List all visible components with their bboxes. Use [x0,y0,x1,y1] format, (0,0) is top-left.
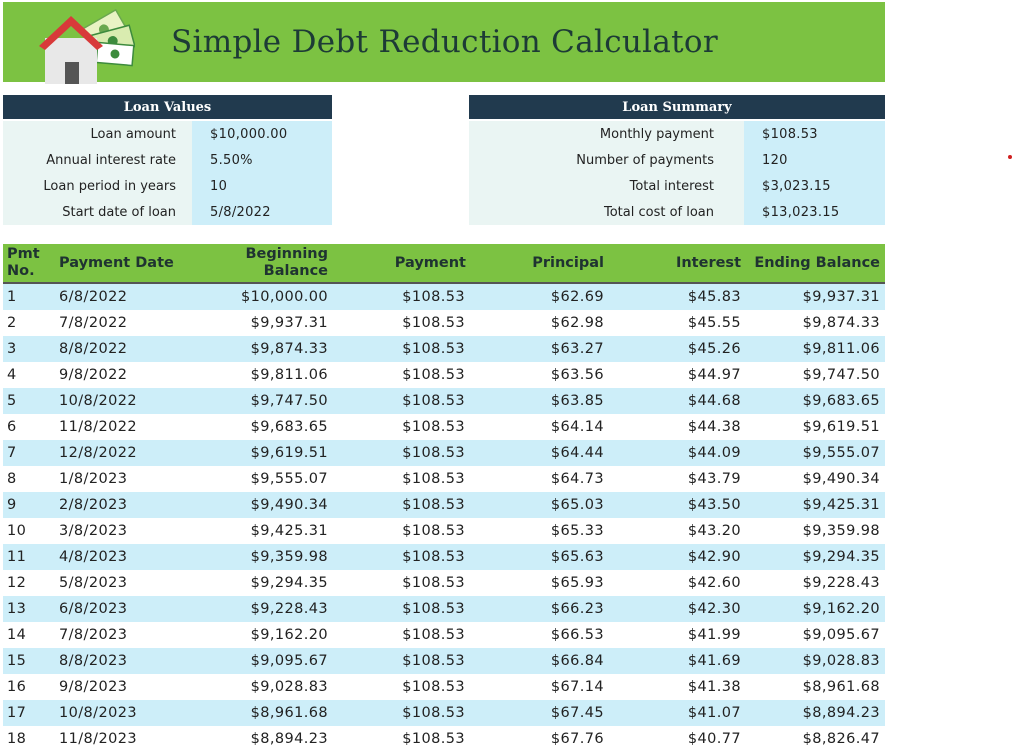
cell-ending-balance: $9,811.06 [802,341,880,357]
total-cost-row [469,199,885,225]
cell-interest: $45.26 [687,341,741,357]
cell-pmt-no: 4 [7,367,17,383]
col-header-pmt-no [7,244,47,282]
total-interest-row [469,173,885,199]
cell-interest: $41.07 [687,705,741,721]
total-interest-label: Total interest [469,173,744,199]
cell-ending-balance: $9,937.31 [802,289,880,305]
cell-pmt-no: 6 [7,419,17,435]
cell-beginning-balance: $9,294.35 [250,575,328,591]
number-of-payments-value: 120 [744,147,885,173]
table-row [3,362,885,388]
cell-ending-balance: $9,162.20 [802,601,880,617]
cell-pmt-no: 11 [7,549,27,565]
total-cost-value: $13,023.15 [744,199,885,225]
cell-ending-balance: $9,294.35 [802,549,880,565]
cell-beginning-balance: $9,228.43 [250,601,328,617]
cell-interest: $45.55 [687,315,741,331]
cell-beginning-balance: $9,359.98 [250,549,328,565]
total-cost-label: Total cost of loan [469,199,744,225]
cell-interest: $41.38 [687,679,741,695]
cell-principal: $62.98 [550,315,604,331]
col-header-payment-date: Payment Date [59,254,174,271]
schedule-table-body [3,284,885,752]
cell-beginning-balance: $9,555.07 [250,471,328,487]
cell-principal: $65.03 [550,497,604,513]
cell-payment-date: 9/8/2022 [59,367,128,383]
cell-interest: $43.79 [687,471,741,487]
loan-summary-panel [469,121,885,225]
col-header-interest: Interest [675,254,741,271]
schedule-table-header [3,244,885,284]
col-header-beginning-line2: Balance [263,263,328,279]
cell-payment-date: 10/8/2022 [59,393,137,409]
cell-payment-date: 8/8/2022 [59,341,128,357]
table-row [3,518,885,544]
monthly-payment-value: $108.53 [744,121,885,147]
cell-pmt-no: 16 [7,679,27,695]
cell-payment-date: 1/8/2023 [59,471,128,487]
cell-interest: $41.99 [687,627,741,643]
cell-payment-date: 2/8/2023 [59,497,128,513]
cell-principal: $67.14 [550,679,604,695]
red-dot-marker [1008,155,1012,159]
cell-ending-balance: $9,619.51 [802,419,880,435]
table-row [3,596,885,622]
monthly-payment-row [469,121,885,147]
col-header-principal: Principal [532,254,604,271]
cell-ending-balance: $9,228.43 [802,575,880,591]
cell-pmt-no: 8 [7,471,17,487]
cell-principal: $66.23 [550,601,604,617]
number-of-payments-label: Number of payments [469,147,744,173]
cell-principal: $63.85 [550,393,604,409]
loan-values-panel [3,121,332,225]
cell-payment: $108.53 [402,341,465,357]
col-header-pmt-no-line1: Pmt [7,246,40,262]
cell-principal: $63.56 [550,367,604,383]
cell-beginning-balance: $8,894.23 [250,731,328,747]
cell-payment: $108.53 [402,679,465,695]
cell-pmt-no: 14 [7,627,27,643]
cell-payment: $108.53 [402,653,465,669]
cell-interest: $42.90 [687,549,741,565]
col-header-ending-balance: Ending Balance [754,254,880,271]
page-title: Simple Debt Reduction Calculator [171,24,718,60]
loan-period-row [3,173,332,199]
cell-beginning-balance: $9,095.67 [250,653,328,669]
cell-beginning-balance: $9,490.34 [250,497,328,513]
cell-interest: $43.20 [687,523,741,539]
interest-rate-label: Annual interest rate [3,147,192,173]
interest-rate-row [3,147,332,173]
cell-payment-date: 6/8/2022 [59,289,128,305]
cell-ending-balance: $8,894.23 [802,705,880,721]
cell-interest: $41.69 [687,653,741,669]
table-row [3,440,885,466]
table-row [3,570,885,596]
cell-payment-date: 7/8/2022 [59,315,128,331]
cell-payment-date: 8/8/2023 [59,653,128,669]
cell-principal: $67.45 [550,705,604,721]
loan-summary-header: Loan Summary [469,95,885,119]
cell-ending-balance: $9,747.50 [802,367,880,383]
cell-ending-balance: $9,490.34 [802,471,880,487]
cell-beginning-balance: $8,961.68 [250,705,328,721]
house-money-icon [35,4,135,84]
table-row [3,492,885,518]
cell-interest: $45.83 [687,289,741,305]
cell-interest: $42.30 [687,601,741,617]
cell-pmt-no: 1 [7,289,17,305]
col-header-beginning-balance [223,244,328,282]
loan-period-label: Loan period in years [3,173,192,199]
cell-beginning-balance: $9,937.31 [250,315,328,331]
cell-principal: $65.33 [550,523,604,539]
cell-payment: $108.53 [402,367,465,383]
cell-principal: $64.73 [550,471,604,487]
cell-principal: $65.93 [550,575,604,591]
cell-payment: $108.53 [402,419,465,435]
title-banner [3,2,885,82]
cell-ending-balance: $9,425.31 [802,497,880,513]
cell-principal: $64.14 [550,419,604,435]
cell-ending-balance: $8,961.68 [802,679,880,695]
cell-payment-date: 11/8/2022 [59,419,137,435]
cell-principal: $67.76 [550,731,604,747]
table-row [3,284,885,310]
cell-principal: $66.53 [550,627,604,643]
total-interest-value: $3,023.15 [744,173,885,199]
col-header-pmt-no-line2: No. [7,263,35,279]
cell-beginning-balance: $9,683.65 [250,419,328,435]
table-row [3,466,885,492]
table-row [3,726,885,752]
cell-payment-date: 10/8/2023 [59,705,137,721]
cell-pmt-no: 13 [7,601,27,617]
table-row [3,700,885,726]
number-of-payments-row [469,147,885,173]
cell-principal: $65.63 [550,549,604,565]
cell-interest: $40.77 [687,731,741,747]
table-row [3,336,885,362]
cell-pmt-no: 15 [7,653,27,669]
table-row [3,310,885,336]
table-row [3,414,885,440]
cell-principal: $62.69 [550,289,604,305]
cell-pmt-no: 9 [7,497,17,513]
cell-payment: $108.53 [402,601,465,617]
loan-amount-value[interactable]: $10,000.00 [192,121,332,147]
cell-interest: $43.50 [687,497,741,513]
cell-payment-date: 4/8/2023 [59,549,128,565]
cell-principal: $64.44 [550,445,604,461]
cell-ending-balance: $9,683.65 [802,393,880,409]
cell-interest: $44.38 [687,419,741,435]
cell-payment: $108.53 [402,393,465,409]
cell-payment: $108.53 [402,289,465,305]
cell-ending-balance: $9,555.07 [802,445,880,461]
col-header-beginning-line1: Beginning [245,246,328,262]
cell-interest: $44.97 [687,367,741,383]
cell-payment-date: 5/8/2023 [59,575,128,591]
loan-period-value[interactable]: 10 [192,173,332,199]
loan-amount-label: Loan amount [3,121,192,147]
cell-ending-balance: $8,826.47 [802,731,880,747]
table-row [3,622,885,648]
cell-pmt-no: 2 [7,315,17,331]
cell-payment-date: 7/8/2023 [59,627,128,643]
cell-pmt-no: 7 [7,445,17,461]
cell-beginning-balance: $9,747.50 [250,393,328,409]
cell-pmt-no: 5 [7,393,17,409]
cell-ending-balance: $9,028.83 [802,653,880,669]
cell-payment: $108.53 [402,731,465,747]
cell-payment-date: 6/8/2023 [59,601,128,617]
cell-pmt-no: 12 [7,575,27,591]
cell-ending-balance: $9,095.67 [802,627,880,643]
start-date-label: Start date of loan [3,199,192,225]
cell-interest: $44.68 [687,393,741,409]
cell-ending-balance: $9,874.33 [802,315,880,331]
cell-ending-balance: $9,359.98 [802,523,880,539]
start-date-row [3,199,332,225]
cell-beginning-balance: $9,425.31 [250,523,328,539]
cell-principal: $63.27 [550,341,604,357]
col-header-payment: Payment [394,254,466,271]
loan-amount-row [3,121,332,147]
cell-interest: $42.60 [687,575,741,591]
table-row [3,544,885,570]
cell-payment: $108.53 [402,575,465,591]
cell-payment-date: 11/8/2023 [59,731,137,747]
table-row [3,388,885,414]
cell-payment: $108.53 [402,627,465,643]
loan-values-header: Loan Values [3,95,332,119]
cell-payment: $108.53 [402,315,465,331]
cell-payment: $108.53 [402,497,465,513]
start-date-value[interactable]: 5/8/2022 [192,199,332,225]
cell-payment: $108.53 [402,549,465,565]
cell-beginning-balance: $10,000.00 [240,289,328,305]
cell-payment: $108.53 [402,705,465,721]
table-row [3,674,885,700]
table-row [3,648,885,674]
cell-pmt-no: 17 [7,705,27,721]
cell-beginning-balance: $9,162.20 [250,627,328,643]
cell-payment: $108.53 [402,445,465,461]
cell-beginning-balance: $9,874.33 [250,341,328,357]
cell-payment-date: 12/8/2022 [59,445,137,461]
cell-beginning-balance: $9,619.51 [250,445,328,461]
cell-pmt-no: 10 [7,523,27,539]
cell-principal: $66.84 [550,653,604,669]
cell-beginning-balance: $9,811.06 [250,367,328,383]
cell-payment: $108.53 [402,471,465,487]
cell-interest: $44.09 [687,445,741,461]
cell-pmt-no: 3 [7,341,17,357]
cell-payment-date: 3/8/2023 [59,523,128,539]
cell-payment-date: 9/8/2023 [59,679,128,695]
cell-beginning-balance: $9,028.83 [250,679,328,695]
monthly-payment-label: Monthly payment [469,121,744,147]
cell-pmt-no: 18 [7,731,27,747]
interest-rate-value[interactable]: 5.50% [192,147,332,173]
cell-payment: $108.53 [402,523,465,539]
